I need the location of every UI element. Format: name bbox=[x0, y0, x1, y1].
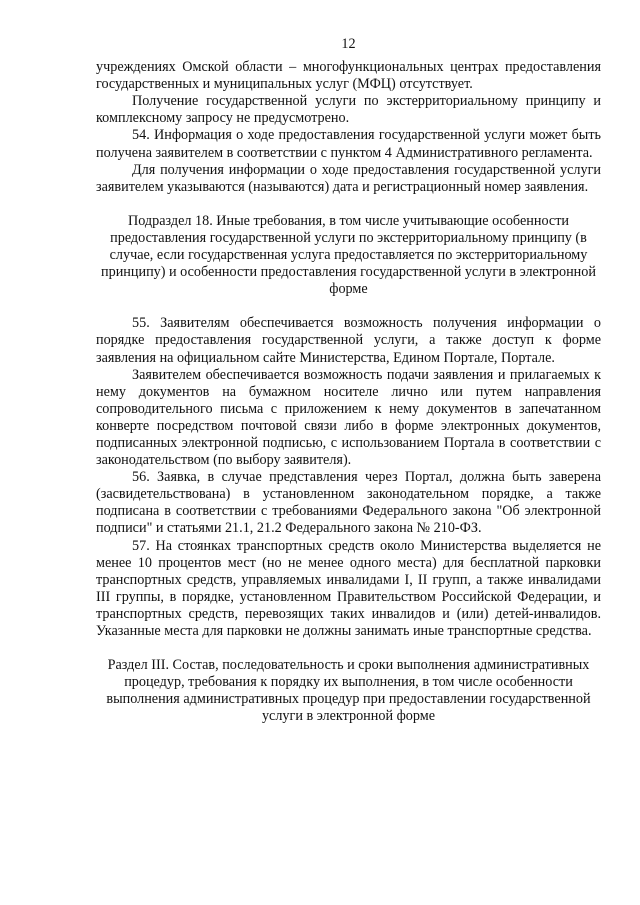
paragraph-submission: Заявителем обеспечивается возможность подачи заявления и прилагаемых к нему документов на бумажном носителе лично или путем направления сопроводительного письма с приложением к нему документов в запечатанном конверте посредством почтовой связи либо в форме электронных документов, подписанных электронной подписью, с использованием Портала в соответствии с законодательством (по выбору заявителя). bbox=[96, 366, 601, 469]
paragraph-54: 54. Информация о ходе предоставления государственной услуги может быть получена заявителем в соответствии с пунктом 4 Административного регламента. bbox=[96, 127, 601, 161]
subsection-18-heading: Подраздел 18. Иные требования, в том числе учитывающие особенности предоставления государственной услуги по экстерриториальному принципу (в случае, если государственная услуга предоставляется по экстерриториальному принципу) и особенности предоставления государственной услуги в электронной форме bbox=[101, 212, 596, 298]
document-page bbox=[96, 36, 601, 725]
paragraph-extraterritorial: Получение государственной услуги по экстерриториальному принципу и комплексному запросу не предусмотрено. bbox=[96, 93, 601, 127]
paragraph-56: 56. Заявка, в случае представления через Портал, должна быть заверена (засвидетельствована) в установленном законодательном порядке, а также подписана в соответствии с требованиями Федерального закона "Об электронной подписи" и статьями 21.1, 21.2 Федерального закона № 210-ФЗ. bbox=[96, 469, 601, 537]
paragraph-status-info: Для получения информации о ходе предоставления государственной услуги заявителем указываются (называются) дата и регистрационный номер заявления. bbox=[96, 161, 601, 195]
paragraph-57: 57. На стоянках транспортных средств около Министерства выделяется не менее 10 процентов мест (но не менее одного места) для бесплатной парковки транспортных средств, управляемых инвалидами I, II групп, а также инвалидами III группы, в порядке, установленном Правительством Российской Федерации, и транспортных средств, перевозящих таких инвалидов и (или) детей-инвалидов. Указанные места для парковки не должны занимать иные транспортные средства. bbox=[96, 537, 601, 639]
paragraph-mfc: учреждениях Омской области – многофункциональных центрах предоставления государственных и муниципальных услуг (МФЦ) отсутствует. bbox=[96, 59, 601, 93]
paragraph-55: 55. Заявителям обеспечивается возможность получения информации о порядке предоставления государственной услуги, а также доступ к форме заявления на официальном сайте Министерства, Едином Портале, Портале. bbox=[96, 315, 601, 366]
page-number: 12 bbox=[341, 36, 356, 52]
section-3-heading: Раздел III. Состав, последовательность и сроки выполнения административных процедур, требования к порядку их выполнения, в том числе особенности выполнения административных процедур при предоставлении государственной услуги в электронной форме bbox=[106, 657, 591, 725]
